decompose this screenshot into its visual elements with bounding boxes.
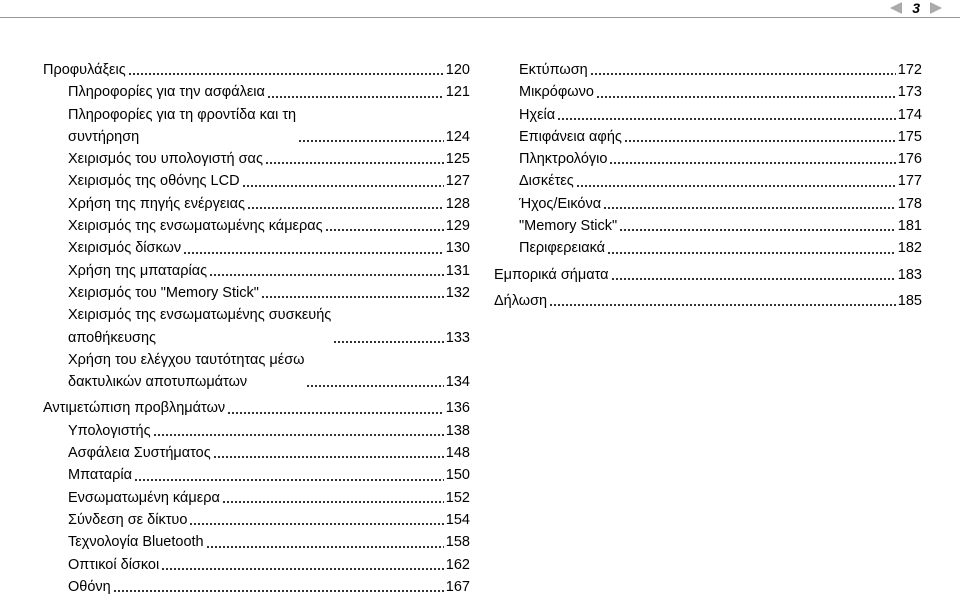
toc-entry-title: Ήχος/Εικόνα [519,195,602,212]
toc-dot-leader [603,206,896,210]
toc-entry-title: Χειρισμός της ενσωματωμένης συσκευής αποθήκευσης [68,307,332,346]
toc-entry-title: Πληροφορίες για την ασφάλεια [68,84,265,101]
toc-entry-title: Χειρισμός της οθόνης LCD [68,173,240,190]
toc-entry[interactable] [43,509,470,531]
toc-entry[interactable] [43,420,470,442]
toc-entry-page-number: 130 [445,240,470,257]
toc-entry[interactable] [494,170,922,192]
toc-entry-page-number: 125 [445,151,470,168]
toc-entry[interactable] [43,531,470,553]
toc-entry-page-number: 177 [897,173,922,190]
toc-dot-leader [213,455,444,459]
toc-dot-leader [609,161,895,165]
toc-entry-title: Περιφερειακά [519,240,606,257]
toc-entry[interactable] [43,464,470,486]
toc-dot-leader [596,95,896,99]
toc-left-column [43,59,470,598]
toc-entry-page-number: 136 [445,400,470,417]
toc-entry-page-number: 121 [445,84,470,101]
toc-dot-leader [265,161,444,165]
toc-entry[interactable] [43,59,470,81]
toc-entry-title: Τεχνολογία Bluetooth [68,534,204,551]
toc-entry[interactable] [43,170,470,192]
toc-dot-leader [153,433,444,437]
toc-entry-page-number: 173 [897,84,922,101]
toc-entry[interactable] [43,193,470,215]
toc-entry-page-number: 175 [897,128,922,145]
toc-entry-page-number: 124 [445,128,470,145]
toc-entry-title: "Memory Stick" [519,218,618,235]
toc-entry-page-number: 178 [897,195,922,212]
toc-entry-page-number: 127 [445,173,470,190]
toc-entry-title: Μικρόφωνο [519,84,594,101]
toc-dot-leader [298,139,444,143]
toc-right-column [494,59,922,312]
toc-entry-page-number: 174 [897,106,922,123]
toc-dot-leader [607,251,896,255]
toc-dot-leader [227,411,444,415]
toc-dot-leader [611,277,896,281]
toc-entry-title: Χειρισμός δίσκων [68,240,182,257]
toc-dot-leader [209,273,444,277]
toc-entry-title: Μπαταρία [68,467,133,484]
toc-entry[interactable] [43,304,470,349]
toc-dot-leader [222,500,444,504]
toc-entry[interactable] [494,104,922,126]
toc-entry-title: Αντιμετώπιση προβλημάτων [43,400,226,417]
header-divider [0,17,960,18]
toc-entry-page-number: 120 [445,62,470,78]
toc-dot-leader [247,206,444,210]
toc-entry-page-number: 158 [445,534,470,551]
toc-dot-leader [206,545,444,549]
toc-entry-page-number: 167 [445,578,470,595]
toc-dot-leader [576,184,896,188]
toc-entry-page-number: 128 [445,195,470,212]
toc-entry-page-number: 152 [445,489,470,506]
toc-entry[interactable] [43,442,470,464]
toc-dot-leader [549,303,896,307]
toc-entry-title: Δήλωση [494,292,548,309]
toc-entry-title: Προφυλάξεις [43,62,126,78]
toc-dot-leader [113,589,444,593]
toc-entry-title: Υπολογιστής [68,422,151,439]
toc-entry-title: Εμπορικά σήματα [494,266,609,283]
toc-entry-title: Οπτικοί δίσκοι [68,556,160,573]
next-page-arrow-icon[interactable] [930,2,942,14]
toc-entry-title: Χειρισμός της ενσωματωμένης κάμερας [68,218,323,235]
toc-dot-leader [267,95,444,99]
toc-dot-leader [183,251,444,255]
toc-entry[interactable] [494,81,922,103]
toc-entry-page-number: 162 [445,556,470,573]
toc-entry-title: Χρήση της μπαταρίας [68,262,208,279]
toc-entry-title: Ασφάλεια Συστήματος [68,445,211,462]
toc-entry-page-number: 131 [445,262,470,279]
toc-dot-leader [325,228,444,232]
toc-entry[interactable] [43,260,470,282]
toc-entry[interactable] [43,487,470,509]
toc-entry-page-number: 134 [445,374,470,391]
toc-entry-title: Πληκτρολόγιο [519,151,608,168]
toc-entry-page-number: 150 [445,467,470,484]
toc-dot-leader [624,139,896,143]
toc-entry-page-number: 133 [445,329,470,346]
toc-dot-leader [242,184,444,188]
toc-entry-page-number: 185 [897,292,922,309]
toc-entry-page-number: 154 [445,511,470,528]
toc-entry[interactable] [43,554,470,576]
toc-entry-title: Ενσωματωμένη κάμερα [68,489,220,506]
page-number: 3 [912,0,920,16]
toc-dot-leader [619,228,896,232]
toc-entry-page-number: 182 [897,240,922,257]
toc-entry-page-number: 172 [897,62,922,78]
toc-entry-title: Χρήση του ελέγχου ταυτότητας μέσω δακτυλικών αποτυπωμάτων [68,351,305,391]
toc-entry[interactable] [43,81,470,103]
toc-entry-page-number: 183 [897,266,922,283]
toc-entry[interactable] [43,215,470,237]
toc-dot-leader [590,72,896,76]
toc-entry-page-number: 132 [445,284,470,301]
toc-entry-title: Οθόνη [68,578,111,595]
toc-entry[interactable] [494,264,922,286]
toc-entry-title: Σύνδεση σε δίκτυο [68,511,188,528]
toc-entry-title: Χρήση της πηγής ενέργειας [68,195,245,212]
toc-entry-page-number: 181 [897,218,922,235]
toc-entry-title: Πληροφορίες για τη φροντίδα και τη συντήρηση [68,106,297,145]
toc-entry[interactable] [494,237,922,259]
page-navigation [890,0,960,16]
toc-entry-title: Επιφάνεια αφής [519,128,622,145]
toc-entry-title: Χειρισμός του "Memory Stick" [68,284,259,301]
previous-page-arrow-icon[interactable] [890,2,902,14]
toc-dot-leader [189,522,443,526]
toc-dot-leader [557,117,896,121]
toc-entry[interactable] [494,126,922,148]
toc-entry[interactable] [43,148,470,170]
toc-entry-title: Εκτύπωση [519,62,588,78]
toc-entry[interactable] [494,193,922,215]
toc-dot-leader [261,295,444,299]
toc-dot-leader [128,72,444,76]
toc-dot-leader [161,567,444,571]
toc-dot-leader [306,384,443,388]
toc-entry-page-number: 129 [445,218,470,235]
toc-entry-title: Χειρισμός του υπολογιστή σας [68,151,263,168]
toc-entry[interactable] [43,349,470,394]
toc-entry[interactable] [43,397,470,419]
toc-entry-page-number: 148 [445,445,470,462]
toc-entry-title: Δισκέτες [519,173,574,190]
toc-dot-leader [333,340,444,344]
toc-entry[interactable] [43,237,470,259]
toc-entry[interactable] [43,104,470,149]
toc-entry[interactable] [43,282,470,304]
toc-entry-title: Ηχεία [519,106,556,123]
toc-dot-leader [134,478,444,482]
toc-entry[interactable] [494,290,922,312]
toc-entry[interactable] [494,215,922,237]
toc-entry[interactable] [43,576,470,598]
toc-entry-page-number: 176 [897,151,922,168]
toc-entry[interactable] [494,148,922,170]
toc-entry[interactable] [494,59,922,81]
toc-entry-page-number: 138 [445,422,470,439]
